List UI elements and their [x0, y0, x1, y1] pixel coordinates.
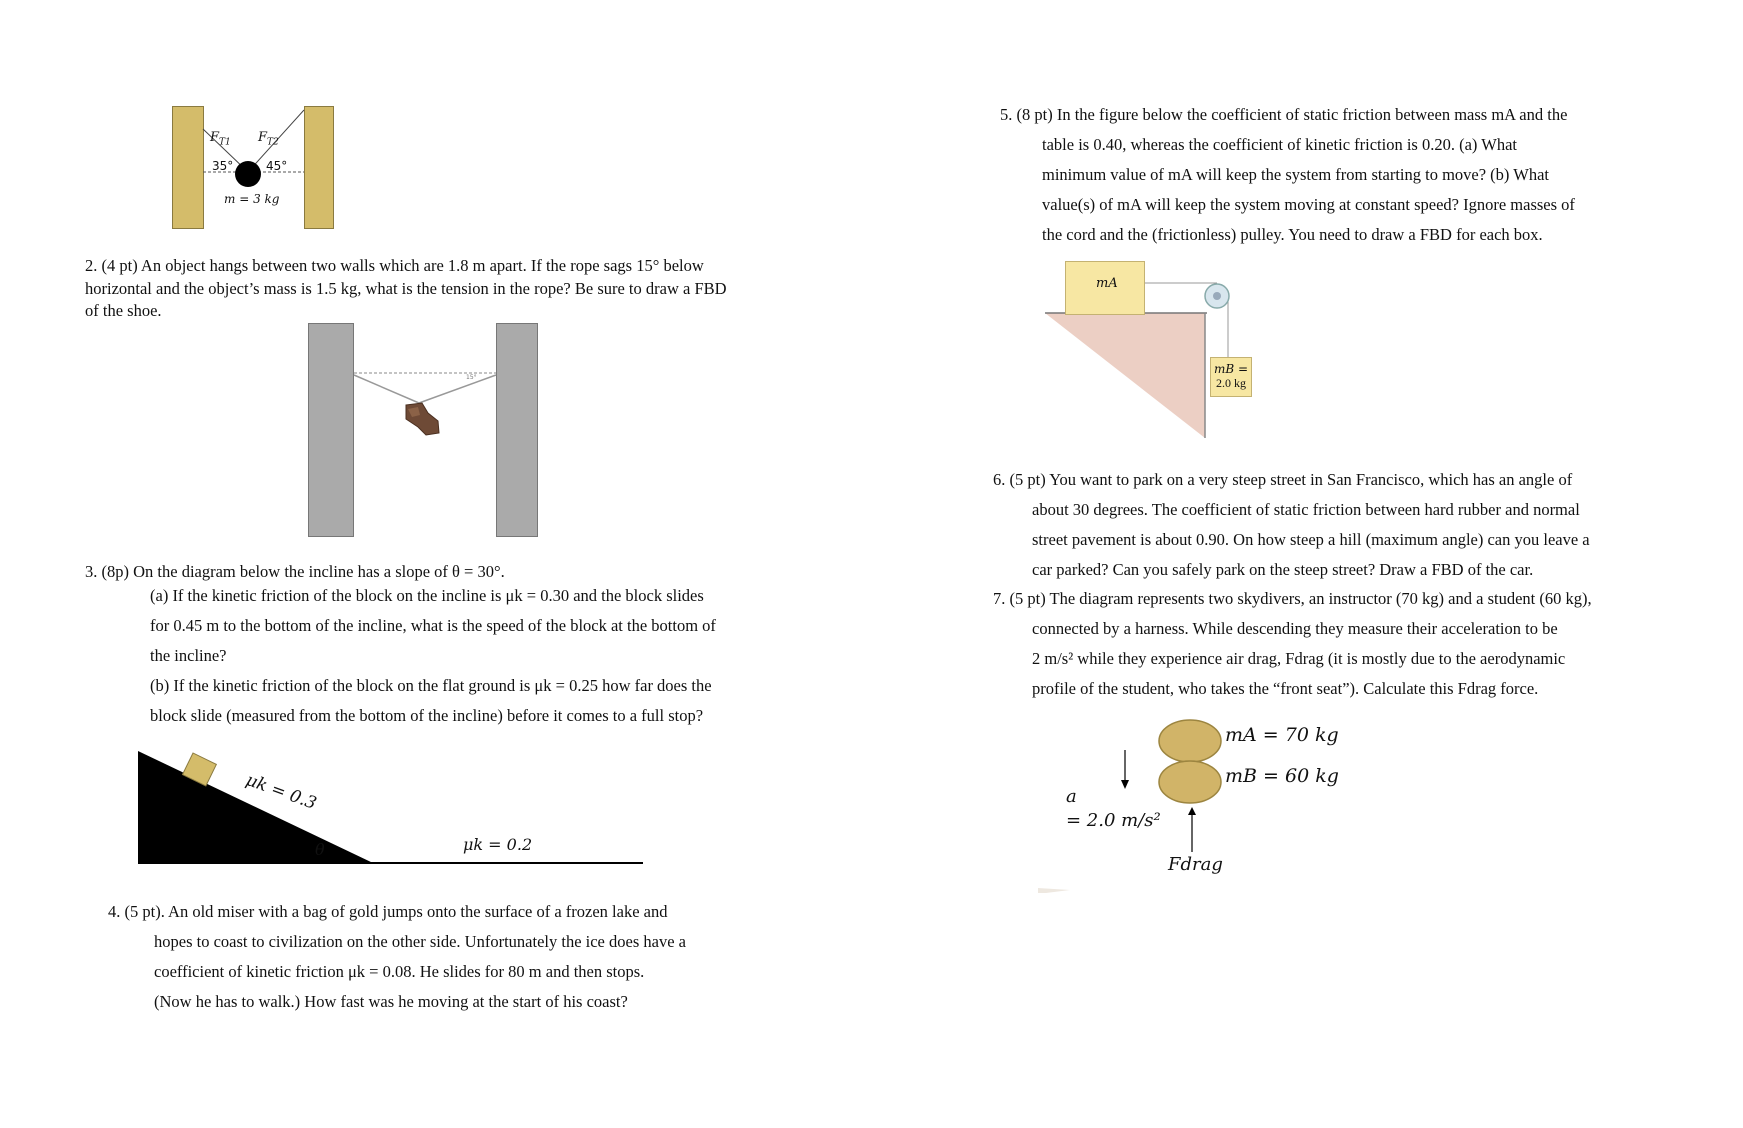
table-top: [1045, 313, 1205, 438]
q7-ma-label: mA = 70 kg: [1225, 724, 1339, 746]
q4-text: [108, 902, 728, 1022]
q2-diagram: [308, 323, 538, 538]
mu-incline-label: μk = 0.3: [243, 770, 320, 814]
q3-part-a-line-3: the incline?: [150, 646, 227, 665]
q6-text: [993, 470, 1693, 590]
q2-line-1: 2. (4 pt) An object hangs between two walls which are 1.8 m apart. If the rope sags 15° below: [85, 256, 704, 275]
q3-part-a-line-1: (a) If the kinetic friction of the block on the incline is μk = 0.30 and the block slides: [150, 586, 704, 605]
q2-line-3: of the shoe.: [85, 301, 162, 320]
q7-mb-label: mB = 60 kg: [1225, 765, 1339, 787]
q2-text: [85, 255, 785, 323]
theta-label: θ: [315, 840, 325, 859]
incline-wedge: [138, 751, 373, 863]
q4-line-3: coefficient of kinetic friction μk = 0.08. He slides for 80 m and then stops.: [154, 962, 645, 981]
q5-line-1: 5. (8 pt) In the figure below the coefficient of static friction between mass mA and the: [1000, 105, 1568, 124]
angle-left-label: 35°: [212, 159, 234, 173]
skydiver-a: [1159, 720, 1221, 762]
q3-incline-svg: [135, 745, 655, 865]
q7-line-4: profile of the student, who takes the “front seat”). Calculate this Fdrag force.: [1032, 679, 1539, 698]
q7-a-label: a: [1066, 786, 1077, 807]
q6-line-2: about 30 degrees. The coefficient of static friction between hard rubber and normal: [1032, 500, 1580, 519]
skydiver-b: [1159, 761, 1221, 803]
shoe-icon: [406, 403, 439, 435]
q7-fdrag-label: Fdrag: [1168, 854, 1223, 875]
q5-line-2: table is 0.40, whereas the coefficient of kinetic friction is 0.20. (a) What: [1042, 135, 1517, 154]
block-ma-label: mA: [1096, 276, 1118, 291]
q3-diagram: [135, 745, 655, 865]
q5-line-3: minimum value of mA will keep the system from starting to move? (b) What: [1042, 165, 1549, 184]
q7-diagram: [1035, 718, 1365, 893]
ft1-label: $F_{T1}$: [210, 130, 231, 148]
q5-diagram: [1045, 258, 1265, 440]
ft2-label: $F_{T2}$: [258, 130, 279, 148]
block-mb: [1210, 357, 1252, 397]
q3-part-a-line-2: for 0.45 m to the bottom of the incline, what is the speed of the block at the bottom of: [150, 616, 716, 635]
q7-text: [993, 589, 1713, 709]
q7-line-2: connected by a harness. While descending they measure their acceleration to be: [1032, 619, 1558, 638]
block-mb-label: mB =: [1213, 362, 1249, 376]
block-ma: [1065, 261, 1145, 315]
q5-line-4: value(s) of mA will keep the system moving at constant speed? Ignore masses of: [1042, 195, 1575, 214]
q7-line-1: 7. (5 pt) The diagram represents two skydivers, an instructor (70 kg) and a student (60 kg),: [993, 589, 1592, 608]
q4-line-4: (Now he has to walk.) How fast was he moving at the start of his coast?: [154, 992, 628, 1011]
q4-line-2: hopes to coast to civilization on the other side. Unfortunately the ice does have a: [154, 932, 686, 951]
q6-line-1: 6. (5 pt) You want to park on a very steep street in San Francisco, which has an angle of: [993, 470, 1573, 489]
q3-part-b-line-2: block slide (measured from the bottom of the incline) before it comes to a full stop?: [150, 706, 704, 725]
q1-rope-svg: [170, 104, 335, 229]
q7-a-value: = 2.0 m/s²: [1066, 810, 1161, 831]
mu-flat-label: μk = 0.2: [463, 835, 533, 854]
q3-text: [85, 562, 775, 736]
q7-line-3: 2 m/s² while they experience air drag, Fdrag (it is mostly due to the aerodynamic: [1032, 649, 1566, 668]
q3-part-b-line-1: (b) If the kinetic friction of the block on the flat ground is μk = 0.25 how far does the: [150, 676, 712, 695]
block-mb-mass: 2.0 kg: [1216, 376, 1246, 390]
q5-text: [1000, 105, 1690, 255]
q3-intro: 3. (8p) On the diagram below the incline has a slope of θ = 30°.: [85, 562, 505, 581]
q6-line-4: car parked? Can you safely park on the steep street? Draw a FBD of the car.: [1032, 560, 1534, 579]
q1-diagram: [170, 104, 335, 229]
q6-line-3: street pavement is about 0.90. On how steep a hill (maximum angle) can you leave a: [1032, 530, 1590, 549]
q5-line-5: the cord and the (frictionless) pulley. You need to draw a FBD for each box.: [1042, 225, 1543, 244]
mass-label: m = 3 kg: [224, 192, 280, 206]
q4-line-1: 4. (5 pt). An old miser with a bag of gold jumps onto the surface of a frozen lake and: [108, 902, 668, 921]
q2-line-2: horizontal and the object’s mass is 1.5 kg, what is the tension in the rope? Be sure to draw a FBD: [85, 278, 727, 298]
q2-angle-label: 15°: [466, 374, 477, 381]
angle-right-label: 45°: [266, 159, 288, 173]
q2-rope-svg: [308, 323, 538, 538]
